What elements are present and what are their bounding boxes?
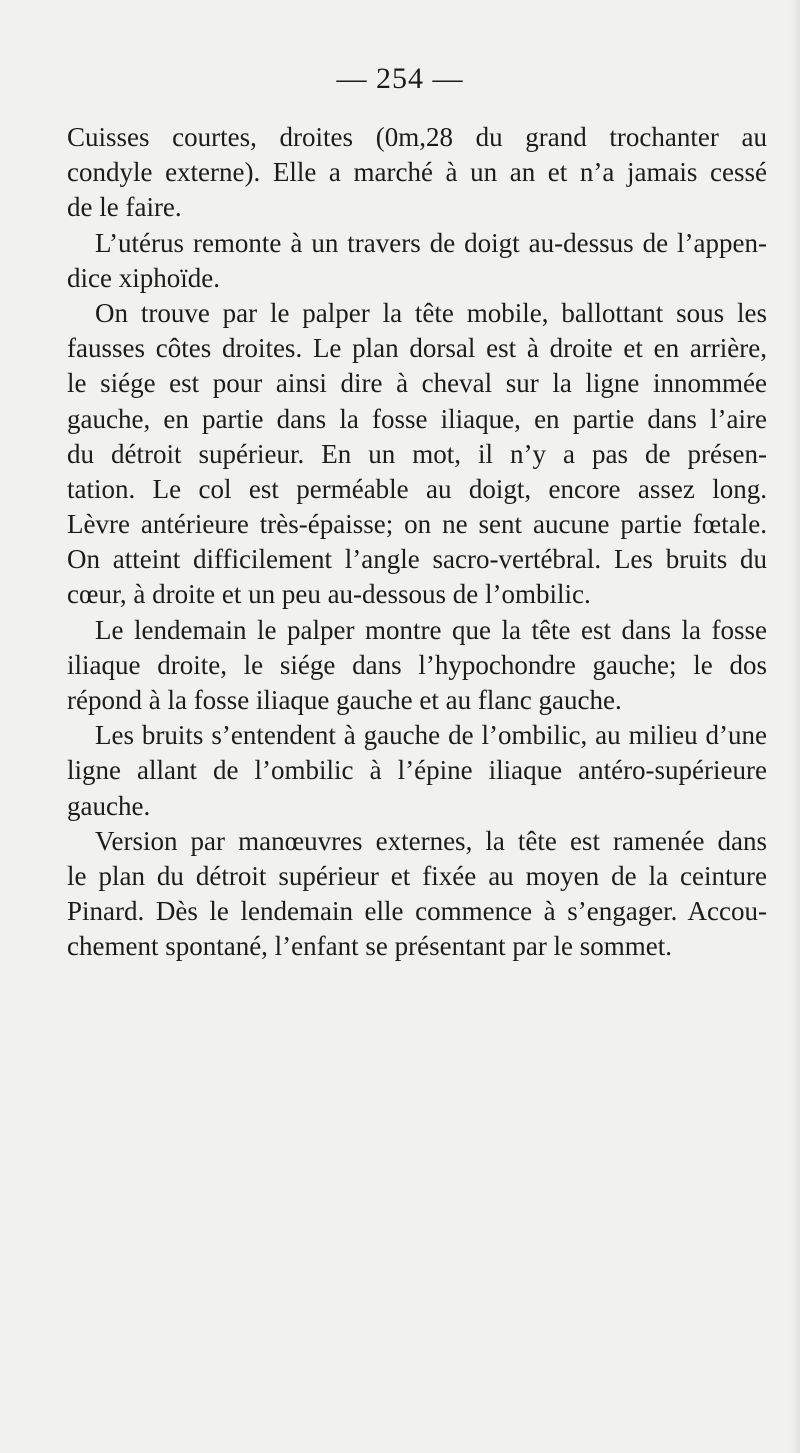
text-line: tation. Le col est perméable au doigt, encore assez long. <box>67 473 767 504</box>
text-line: Cuisses courtes, droites (0m,28 du grand trochanter au <box>67 122 767 152</box>
text-line: de le faire. <box>67 192 182 223</box>
text-line: répond à la fosse iliaque gauche et au flanc gauche. <box>67 685 622 715</box>
text-line: On trouve par le palper la tête mobile, ballottant sous les <box>95 297 767 328</box>
text-line: Version par manœuvres externes, la tête est ramenée dans <box>95 825 767 856</box>
text-line: Les bruits s’entendent à gauche de l’ombilic, au milieu d’une <box>95 720 767 751</box>
paragraph <box>67 613 767 719</box>
paragraph <box>67 718 767 824</box>
text-line: On atteint difficilement l’angle sacro-vertébral. Les bruits du <box>67 544 767 575</box>
text-line: L’utérus remonte à un travers de doigt au-dessus de l’appen- <box>95 227 767 258</box>
paragraph <box>67 120 767 226</box>
text-line: Le lendemain le palper montre que la tête est dans la fosse <box>95 614 767 645</box>
text-line: cœur, à droite et un peu au-dessous de l’ombilic. <box>67 579 591 610</box>
text-line: chement spontané, l’enfant se présentant par le sommet. <box>67 931 673 962</box>
text-line: Pinard. Dès le lendemain elle commence à s’engager. Accou- <box>67 896 767 927</box>
text-line: le plan du détroit supérieur et fixée au moyen de la ceinture <box>67 860 767 891</box>
text-line: ligne allant de l’ombilic à l’épine iliaque antéro-supérieure <box>67 755 767 786</box>
paragraph <box>67 296 767 613</box>
text-line: le siége est pour ainsi dire à cheval sur la ligne innommée <box>67 368 767 399</box>
text-line: gauche. <box>67 790 151 821</box>
paragraph <box>67 226 767 296</box>
page-number: — 254 — <box>336 62 464 95</box>
body-text <box>67 120 767 965</box>
text-line: fausses côtes droites. Le plan dorsal est à droite et en arrière, <box>67 333 767 364</box>
page-edge-shadow <box>790 0 800 1453</box>
text-line: gauche, en partie dans la fosse iliaque, en partie dans l’aire <box>67 403 767 434</box>
text-line: Lèvre antérieure très-épaisse; on ne sent aucune partie fœtale. <box>67 509 767 540</box>
text-line: du détroit supérieur. En un mot, il n’y a pas de présen- <box>67 438 767 469</box>
text-line: iliaque droite, le siége dans l’hypochondre gauche; le dos <box>67 649 767 680</box>
text-line: dice xiphoïde. <box>67 262 220 293</box>
paragraph <box>67 824 767 965</box>
text-line: condyle externe). Elle a marché à un an et n’a jamais cessé <box>67 157 767 188</box>
